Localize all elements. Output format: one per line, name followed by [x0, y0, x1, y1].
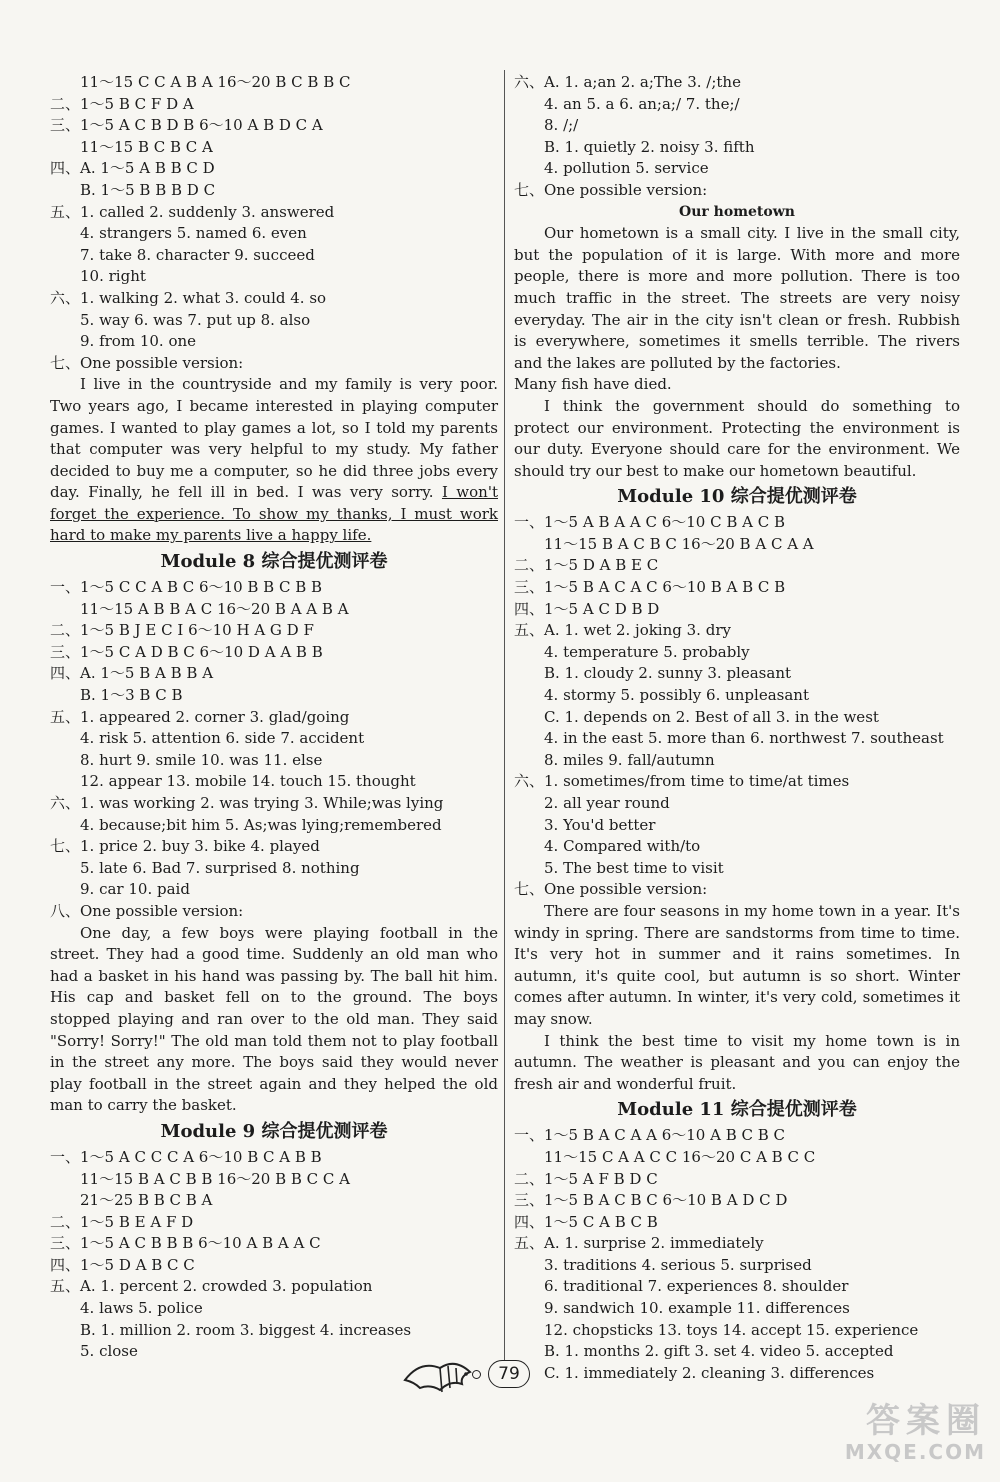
answer-line: 4. risk 5. attention 6. side 7. accident	[80, 729, 365, 748]
answer-line: 二、1～5 D A B E C	[514, 556, 659, 575]
answer-line: 5. The best time to visit	[544, 858, 724, 877]
answer-line: 七、One possible version:	[514, 880, 708, 899]
answer-line: 四、A. 1～5 B A B B A	[50, 664, 214, 683]
essay-underlined-text: I won't forget the experience. To show my thanks, I must work hard to make my parents live a happy life.	[50, 483, 498, 545]
answer-line: 四、1～5 A C D B D	[514, 599, 660, 618]
essay-paragraph: One day, a few boys were playing football in the street. They had a good time. Suddenly an old man who had a basket in his hand was passing by. The ball hit him. His cap and basket fell on to the ground. The boys stopped playing and ran over to the old man. They said "Sorry! Sorry!" The old man told them not to play football in the street any more. The boys said they would never play football in the street again and they helped the old man to carry the basket.	[50, 923, 498, 1115]
answer-line: 11～15 B A C B C 16～20 B A C A A	[544, 534, 814, 553]
answer-line: 二、1～5 A F B D C	[514, 1169, 658, 1188]
answer-line: 11～15 C C A B A 16～20 B C B B C	[80, 73, 351, 91]
answer-line: 3. You'd better	[544, 815, 656, 834]
answer-line: 六、1. was working 2. was trying 3. While;was lying	[50, 794, 444, 812]
watermark	[746, 1402, 986, 1472]
fish-icon	[400, 1350, 480, 1400]
watermark-text: 答案圈	[866, 1401, 986, 1441]
answer-line: B. 1. million 2. room 3. biggest 4. increases	[80, 1320, 412, 1339]
bullet-dot	[472, 1370, 481, 1379]
answer-line: 12. chopsticks 13. toys 14. accept 15. experience	[544, 1320, 919, 1339]
essay-text: I live in the countryside and my family is very poor. Two years ago, I became interested in playing computer games. I wanted to play games a lot, so I told my parents that computer was very helpful to my study. My father decided to buy me a computer, so he did three jobs every day. Finally, he fell ill in bed. I was very sorry.	[50, 375, 498, 502]
answer-line: 一、1～5 B A C A A 6～10 A B C B C	[514, 1126, 785, 1145]
answer-line: 五、A. 1. wet 2. joking 3. dry	[514, 621, 731, 640]
answer-line: 4. temperature 5. probably	[544, 642, 750, 661]
answer-line: 11～15 C A A C C 16～20 C A B C C	[544, 1147, 816, 1166]
answer-line: 6. traditional 7. experiences 8. shoulder	[544, 1277, 849, 1296]
answer-line: 六、A. 1. a;an 2. a;The 3. /;the	[514, 73, 741, 91]
answer-line: B. 1～5 B B B D C	[80, 180, 216, 199]
answer-line: 11～15 A B B A C 16～20 B A A B A	[80, 599, 349, 618]
answer-line: 三、1～5 C A D B C 6～10 D A A B B	[50, 642, 323, 661]
essay-paragraph-end: Many fish have died.	[514, 375, 672, 394]
answer-line: 4. stormy 5. possibly 6. unpleasant	[544, 686, 809, 705]
answer-line: C. 1. immediately 2. cleaning 3. differences	[544, 1363, 875, 1382]
answer-line: 四、1～5 C A B C B	[514, 1212, 658, 1231]
answer-line: 12. appear 13. mobile 14. touch 15. thought	[80, 772, 416, 791]
answer-line: 四、1～5 D A B C C	[50, 1255, 195, 1274]
answer-line: 三、1～5 A C B D B 6～10 A B D C A	[50, 116, 323, 135]
answer-line: 11～15 B A C B B 16～20 B B C C A	[80, 1169, 351, 1188]
answer-line: 5. late 6. Bad 7. surprised 8. nothing	[80, 858, 360, 877]
essay-paragraph: I think the best time to visit my home town is in autumn. The weather is pleasant and you can enjoy the fresh air and wonderful fruit.	[514, 1031, 960, 1093]
answer-line: B. 1～3 B C B	[80, 686, 183, 705]
answer-line: 六、1. sometimes/from time to time/at times	[514, 772, 850, 791]
answer-line: 三、1～5 B A C A C 6～10 B A B C B	[514, 578, 786, 597]
answer-line: 21～25 B B C B A	[80, 1191, 213, 1210]
answer-line: 五、A. 1. percent 2. crowded 3. population	[50, 1277, 373, 1296]
essay-paragraph: I think the government should do something to protect our environment. Protecting the environment is our duty. Everyone should care for the environment. We should try our best to make our hometown beautiful.	[514, 396, 960, 480]
answer-line: 一、1～5 A C C C A 6～10 B C A B B	[50, 1147, 322, 1166]
answer-line: 六、1. walking 2. what 3. could 4. so	[50, 288, 327, 307]
answer-line: 4. strangers 5. named 6. even	[80, 224, 307, 243]
module-10-title: Module 10 综合提优测评卷	[617, 486, 857, 508]
essay-paragraph: There are four seasons in my home town in a year. It's windy in spring. There are sandstorms from time to time. It's very hot in summer and it rains sometimes. In autumn, it's quite cool, but autumn is so short. Winter comes after autumn. In winter, it's very cold, sometimes it may snow.	[514, 901, 960, 1028]
page-number: 79	[488, 1360, 530, 1388]
answer-line: 8. hurt 9. smile 10. was 11. else	[80, 750, 323, 769]
answer-line: 2. all year round	[544, 794, 670, 812]
answer-line: C. 1. depends on 2. Best of all 3. in the west	[544, 707, 879, 726]
answer-line: 五、1. called 2. suddenly 3. answered	[50, 202, 335, 221]
answer-line: 11～15 B C B C A	[80, 137, 213, 156]
answer-line: 5. close	[80, 1342, 138, 1361]
answer-line: 9. sandwich 10. example 11. differences	[544, 1299, 850, 1318]
answer-line: 七、One possible version:	[50, 353, 244, 372]
answer-line: 4. Compared with/to	[544, 837, 701, 856]
column-divider	[504, 70, 505, 1360]
essay-title: Our hometown	[679, 203, 795, 220]
answer-line: 二、1～5 B E A F D	[50, 1212, 194, 1231]
answer-line: 四、A. 1～5 A B B C D	[50, 159, 215, 178]
page-footer	[400, 1350, 600, 1410]
answer-line: 8. /;/	[544, 116, 579, 135]
answer-line: 三、1～5 A C B B B 6～10 A B A A C	[50, 1234, 321, 1253]
answer-line: 五、1. appeared 2. corner 3. glad/going	[50, 707, 350, 726]
right-column	[514, 72, 960, 1384]
answer-line: 八、One possible version:	[50, 901, 244, 920]
answer-line: 10. right	[80, 267, 146, 286]
answer-line: 4. an 5. a 6. an;a;/ 7. the;/	[544, 94, 740, 113]
left-column	[50, 72, 498, 1363]
answer-line: 一、1～5 C C A B C 6～10 B B C B B	[50, 578, 323, 597]
answer-line: 七、1. price 2. buy 3. bike 4. played	[50, 837, 320, 856]
answer-line: 一、1～5 A B A A C 6～10 C B A C B	[514, 513, 785, 532]
answer-line: 9. car 10. paid	[80, 880, 190, 899]
module-9-title: Module 9 综合提优测评卷	[160, 1120, 388, 1142]
essay-paragraph: Our hometown is a small city. I live in the small city, but the population of it is large. With more and more people, there is more and more pollution. There is too much traffic in the street. The streets are very noisy everyday. The air in the city isn't clean or fresh. Rubbish is everywhere, sometimes it smells terrible. The rivers and the lakes are polluted by the factories.	[514, 224, 960, 372]
answer-line: B. 1. quietly 2. noisy 3. fifth	[544, 137, 755, 156]
answer-line: 8. miles 9. fall/autumn	[544, 750, 715, 769]
answer-line: 五、A. 1. surprise 2. immediately	[514, 1234, 764, 1253]
answer-line: 7. take 8. character 9. succeed	[80, 245, 315, 264]
answer-line: 七、One possible version:	[514, 180, 708, 199]
essay-paragraph	[50, 374, 498, 547]
answer-line: 5. way 6. was 7. put up 8. also	[80, 310, 311, 329]
answer-line: 二、1～5 B J E C I 6～10 H A G D F	[50, 621, 314, 640]
answer-line: 9. from 10. one	[80, 332, 197, 351]
answer-line: 3. traditions 4. serious 5. surprised	[544, 1255, 812, 1274]
answer-line: 二、1～5 B C F D A	[50, 94, 194, 113]
answer-line: 4. laws 5. police	[80, 1299, 203, 1318]
answer-line: B. 1. cloudy 2. sunny 3. pleasant	[544, 664, 792, 683]
answer-line: 4. pollution 5. service	[544, 159, 709, 178]
module-11-title: Module 11 综合提优测评卷	[617, 1099, 857, 1121]
answer-line: 4. because;bit him 5. As;was lying;remembered	[80, 815, 442, 834]
answer-line: 三、1～5 B A C B C 6～10 B A D C D	[514, 1191, 788, 1210]
answer-line: B. 1. months 2. gift 3. set 4. video 5. accepted	[544, 1342, 894, 1361]
module-8-title: Module 8 综合提优测评卷	[160, 551, 388, 573]
answer-line: 4. in the east 5. more than 6. northwest 7. southeast	[544, 729, 944, 748]
watermark-url: MXQE.COM	[844, 1440, 986, 1464]
